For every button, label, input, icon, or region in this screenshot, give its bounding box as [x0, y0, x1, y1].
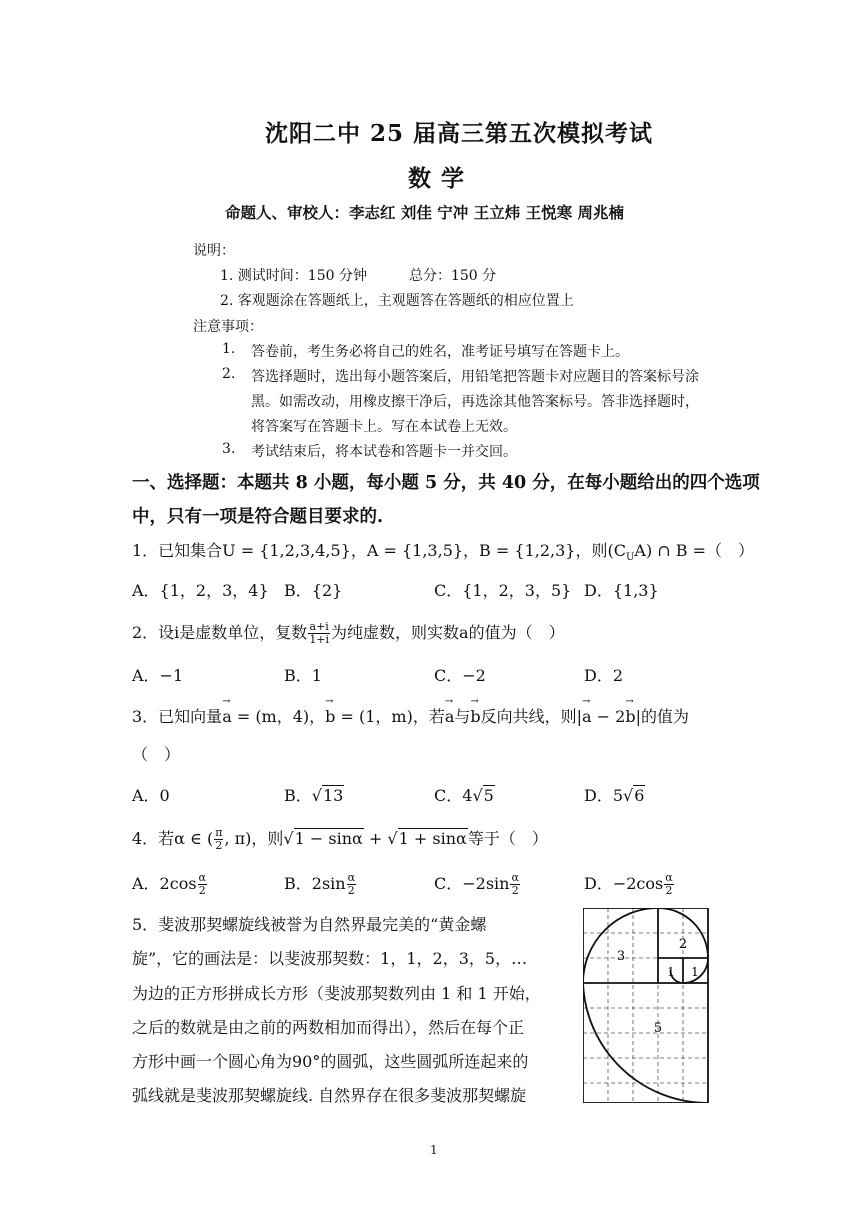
question-2-stem: 2．设i是虚数单位，复数 $\frac{a+i}{1+i}$ 为纯虚数，则实数a的值为（ ） — [132, 620, 565, 646]
notice-num: 1. — [222, 341, 236, 357]
q3-option-b: B．√13 — [284, 786, 344, 805]
section-heading: 中，只有一项是符合题目要求的. — [132, 507, 384, 527]
q4-option-d: D．−2cos $\frac{\alpha}{2}$ — [584, 871, 673, 897]
notice-text: 考试结束后，将本试卷和答题卡一并交回。 — [251, 444, 517, 460]
authors-line: 命题人、审校人：李志红 刘佳 宁冲 王立炜 王悦寒 周兆楠 — [225, 203, 624, 222]
q1-option-b: B．{2} — [284, 581, 343, 600]
q3-option-c: C．4√5 — [434, 786, 494, 805]
subject-title: 数学 — [408, 165, 474, 192]
question-5-line: 为边的正方形拼成长方形（斐波那契数列由 1 和 1 开始， — [132, 984, 541, 1003]
q2-option-d: D．2 — [584, 666, 624, 685]
question-5-line: 之后的数就是由之前的两数相加而得出），然后在每个正 — [132, 1018, 525, 1037]
figure-label: 3 — [616, 949, 626, 964]
q1-option-a: A．{1，2，3，4} — [132, 581, 269, 600]
notice-num: 3. — [222, 441, 236, 457]
question-5-line: 弧线就是斐波那契螺旋线. 自然界存在很多斐波那契螺旋 — [132, 1086, 527, 1105]
exam-title: 沈阳二中 25 届高三第五次模拟考试 — [265, 120, 654, 147]
q2-option-c: C．−2 — [434, 666, 486, 685]
question-5-line: 5．斐波那契螺旋线被誉为自然界最完美的“黄金螺 — [132, 915, 487, 934]
notice-num: 2. — [222, 366, 236, 382]
question-1-stem: 1．已知集合U = {1,2,3,4,5}，A = {1,3,5}，B = {1,2,3}，则$(C_UA)$ ∩ B =（ ） — [132, 541, 755, 564]
instruction-item: 1. 测试时间：150 分钟 总分：150 分 — [220, 268, 497, 284]
instructions-heading: 说明： — [193, 243, 235, 259]
question-4-stem: 4．若α ∈ ( $\frac{\pi}{2}$ , π)，则√1 − sinα + √1 + sinα等于（ ） — [132, 826, 548, 852]
q4-option-a: A．2cos $\frac{\alpha}{2}$ — [132, 871, 206, 897]
notice-text: 答卷前，考生务必将自己的姓名，准考证号填写在答题卡上。 — [251, 344, 629, 360]
question-3-paren: （ ） — [132, 745, 181, 764]
question-3-stem: 3．已知向量→ a = (m，4)，→ b = (1，m)，若→ a与→ b反向共线，则|→ a − 2→ b|的值为 — [132, 704, 689, 727]
figure-label: 1 — [667, 965, 675, 979]
q1-option-c: C．{1，2，3，5} — [434, 581, 572, 600]
q4-option-b: B．2sin $\frac{\alpha}{2}$ — [284, 871, 356, 897]
notice-heading: 注意事项： — [193, 319, 263, 335]
question-5-line: 旋”，它的画法是：以斐波那契数：1，1，2，3，5，… — [132, 949, 528, 968]
q3-option-a: A．0 — [132, 786, 170, 805]
page-number: 1 — [430, 1143, 438, 1157]
question-5-line: 方形中画一个圆心角为90°的圆弧，这些圆弧所连起来的 — [132, 1052, 529, 1071]
notice-text: 黑。如需改动，用橡皮擦干净后，再选涂其他答案标号。答非选择题时， — [251, 394, 699, 410]
notice-text: 将答案写在答题卡上。写在本试卷上无效。 — [251, 419, 517, 435]
section-heading: 一、选择题：本题共 8 小题，每小题 5 分，共 40 分，在每小题给出的四个选项 — [132, 473, 760, 493]
q4-option-c: C．−2sin $\frac{\alpha}{2}$ — [434, 871, 519, 897]
instruction-item: 2. 客观题涂在答题纸上，主观题答在答题纸的相应位置上 — [220, 293, 574, 309]
figure-label: 5 — [653, 1021, 663, 1036]
q1-option-d: D．{1,3} — [584, 581, 659, 600]
notice-text: 答选择题时，选出每小题答案后，用铅笔把答题卡对应题目的答案标号涂 — [251, 369, 699, 385]
q2-option-b: B．1 — [284, 666, 322, 685]
q3-option-d: D．5√6 — [584, 786, 645, 805]
figure-label: 1 — [691, 965, 699, 979]
figure-label: 2 — [678, 937, 688, 952]
q2-option-a: A．−1 — [132, 666, 184, 685]
fibonacci-spiral-figure — [583, 908, 713, 1103]
